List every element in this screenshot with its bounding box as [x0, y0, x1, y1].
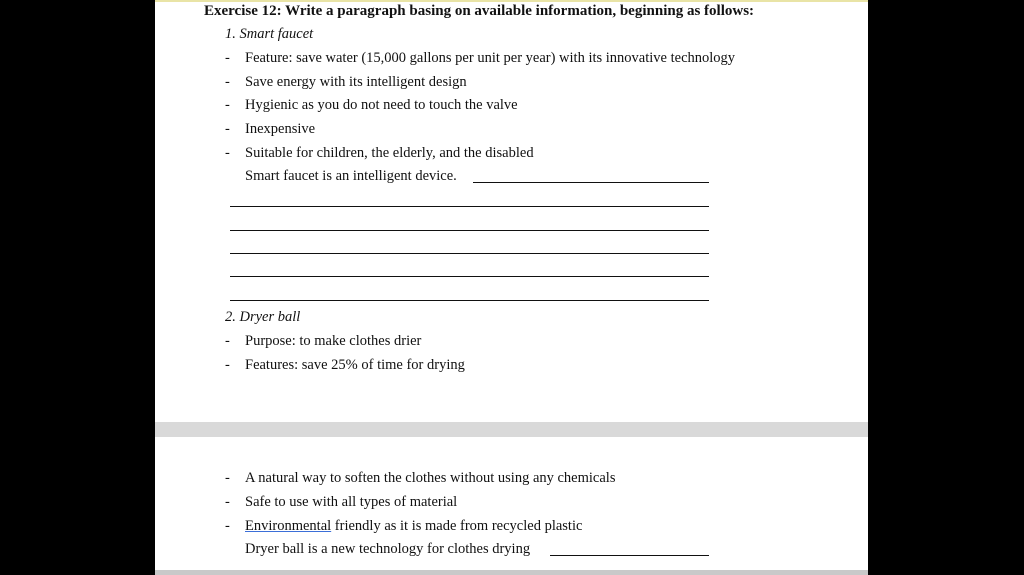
- bullet-dash: -: [225, 494, 230, 510]
- answer-line: [230, 253, 709, 254]
- section1-bullet: Hygienic as you do not need to touch the valve: [245, 97, 518, 113]
- page-gap: [155, 422, 868, 437]
- section2-starter: Dryer ball is a new technology for clothes drying: [245, 541, 531, 557]
- bullet-dash: -: [225, 470, 230, 486]
- answer-line: [230, 230, 709, 231]
- section2-bullet: A natural way to soften the clothes without using any chemicals: [245, 470, 616, 486]
- bullet-dash: -: [225, 333, 230, 349]
- exercise-title: Exercise 12: Write a paragraph basing on available information, beginning as follows:: [204, 3, 755, 19]
- bullet-dash: -: [225, 518, 230, 534]
- section2-bullet-environmental: [245, 517, 582, 535]
- bullet-rest: friendly as it is made from recycled plastic: [331, 518, 583, 534]
- section1-heading: 1. Smart faucet: [225, 26, 314, 42]
- section2-bullet: Safe to use with all types of material: [245, 494, 458, 510]
- document-page-1: [155, 0, 868, 422]
- spellcheck-word: Environmental: [245, 518, 332, 534]
- answer-line: [230, 300, 709, 301]
- section2-bullet: Purpose: to make clothes drier: [245, 333, 422, 349]
- answer-line: [550, 555, 709, 556]
- answer-line: [230, 206, 709, 207]
- section1-bullet: Feature: save water (15,000 gallons per unit per year) with its innovative technology: [245, 50, 736, 66]
- document-page-2: [155, 437, 868, 570]
- section1-bullet: Suitable for children, the elderly, and the disabled: [245, 145, 534, 161]
- section1-bullet: Save energy with its intelligent design: [245, 74, 467, 90]
- bullet-dash: -: [225, 74, 230, 90]
- section1-starter: Smart faucet is an intelligent device.: [245, 168, 457, 184]
- answer-line: [230, 276, 709, 277]
- bullet-dash: -: [225, 357, 230, 373]
- bullet-dash: -: [225, 97, 230, 113]
- section2-bullet: Features: save 25% of time for drying: [245, 357, 465, 373]
- answer-line: [473, 182, 709, 183]
- section2-heading: 2. Dryer ball: [225, 309, 301, 325]
- page-gap: [155, 570, 868, 575]
- section1-bullet: Inexpensive: [245, 121, 316, 137]
- bullet-dash: -: [225, 121, 230, 137]
- bullet-dash: -: [225, 50, 230, 66]
- bullet-dash: -: [225, 145, 230, 161]
